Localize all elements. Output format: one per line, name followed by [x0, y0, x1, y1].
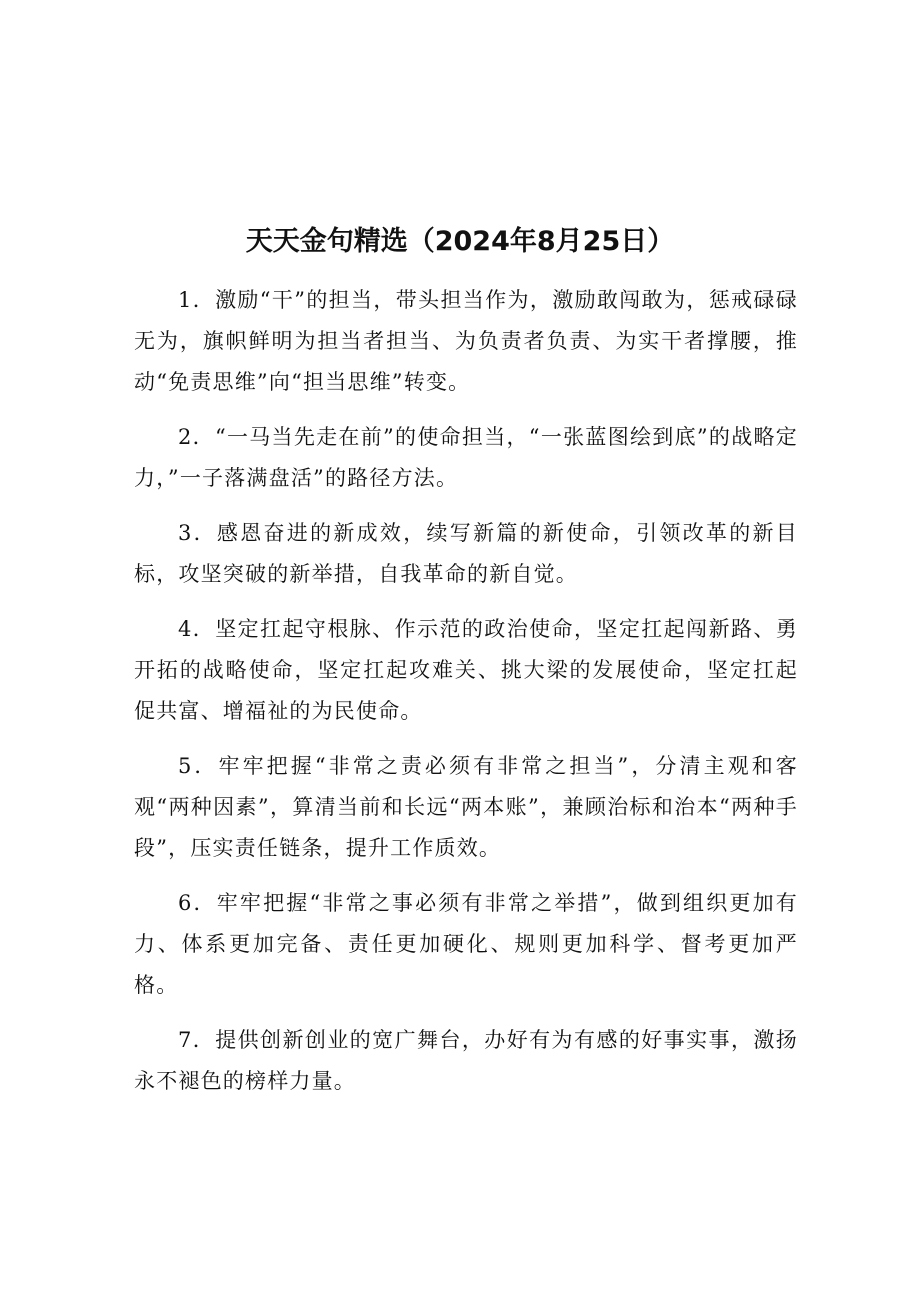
- quote-item-3: 3．感恩奋进的新成效，续写新篇的新使命，引领改革的新目标，攻坚突破的新举措，自我革命的新自觉。: [134, 521, 798, 586]
- quote-item-7: 7．提供创新创业的宽广舞台，办好有为有感的好事实事，激扬永不褪色的榜样力量。: [134, 1028, 798, 1093]
- quote-item-4: 4．坚定扛起守根脉、作示范的政治使命，坚定扛起闯新路、勇开拓的战略使命，坚定扛起攻难关、挑大梁的发展使命，坚定扛起促共富、增福祉的为民使命。: [134, 617, 798, 723]
- quote-item-2: 2．“一马当先走在前”的使命担当，“一张蓝图绘到底”的战略定力，”一子落满盘活”的路径方法。: [134, 425, 798, 490]
- quote-item-6: 6．牢牢把握“非常之事必须有非常之举措”，做到组织更加有力、体系更加完备、责任更加硬化、规则更加科学、督考更加严格。: [134, 891, 798, 997]
- page-title: 天天金句精选（2024年8月25日）: [245, 226, 675, 257]
- quote-item-1: 1．激励“干”的担当，带头担当作为，激励敢闯敢为，惩戒碌碌无为，旗帜鲜明为担当者担当、为负责者负责、为实干者撑腰，推动“免责思维”向“担当思维”转变。: [134, 288, 798, 394]
- quote-item-5: 5．牢牢把握“非常之责必须有非常之担当”，分清主观和客观“两种因素”，算清当前和长远“两本账”，兼顾治标和治本“两种手段”，压实责任链条，提升工作质效。: [134, 754, 798, 860]
- quote-list: [134, 280, 798, 1116]
